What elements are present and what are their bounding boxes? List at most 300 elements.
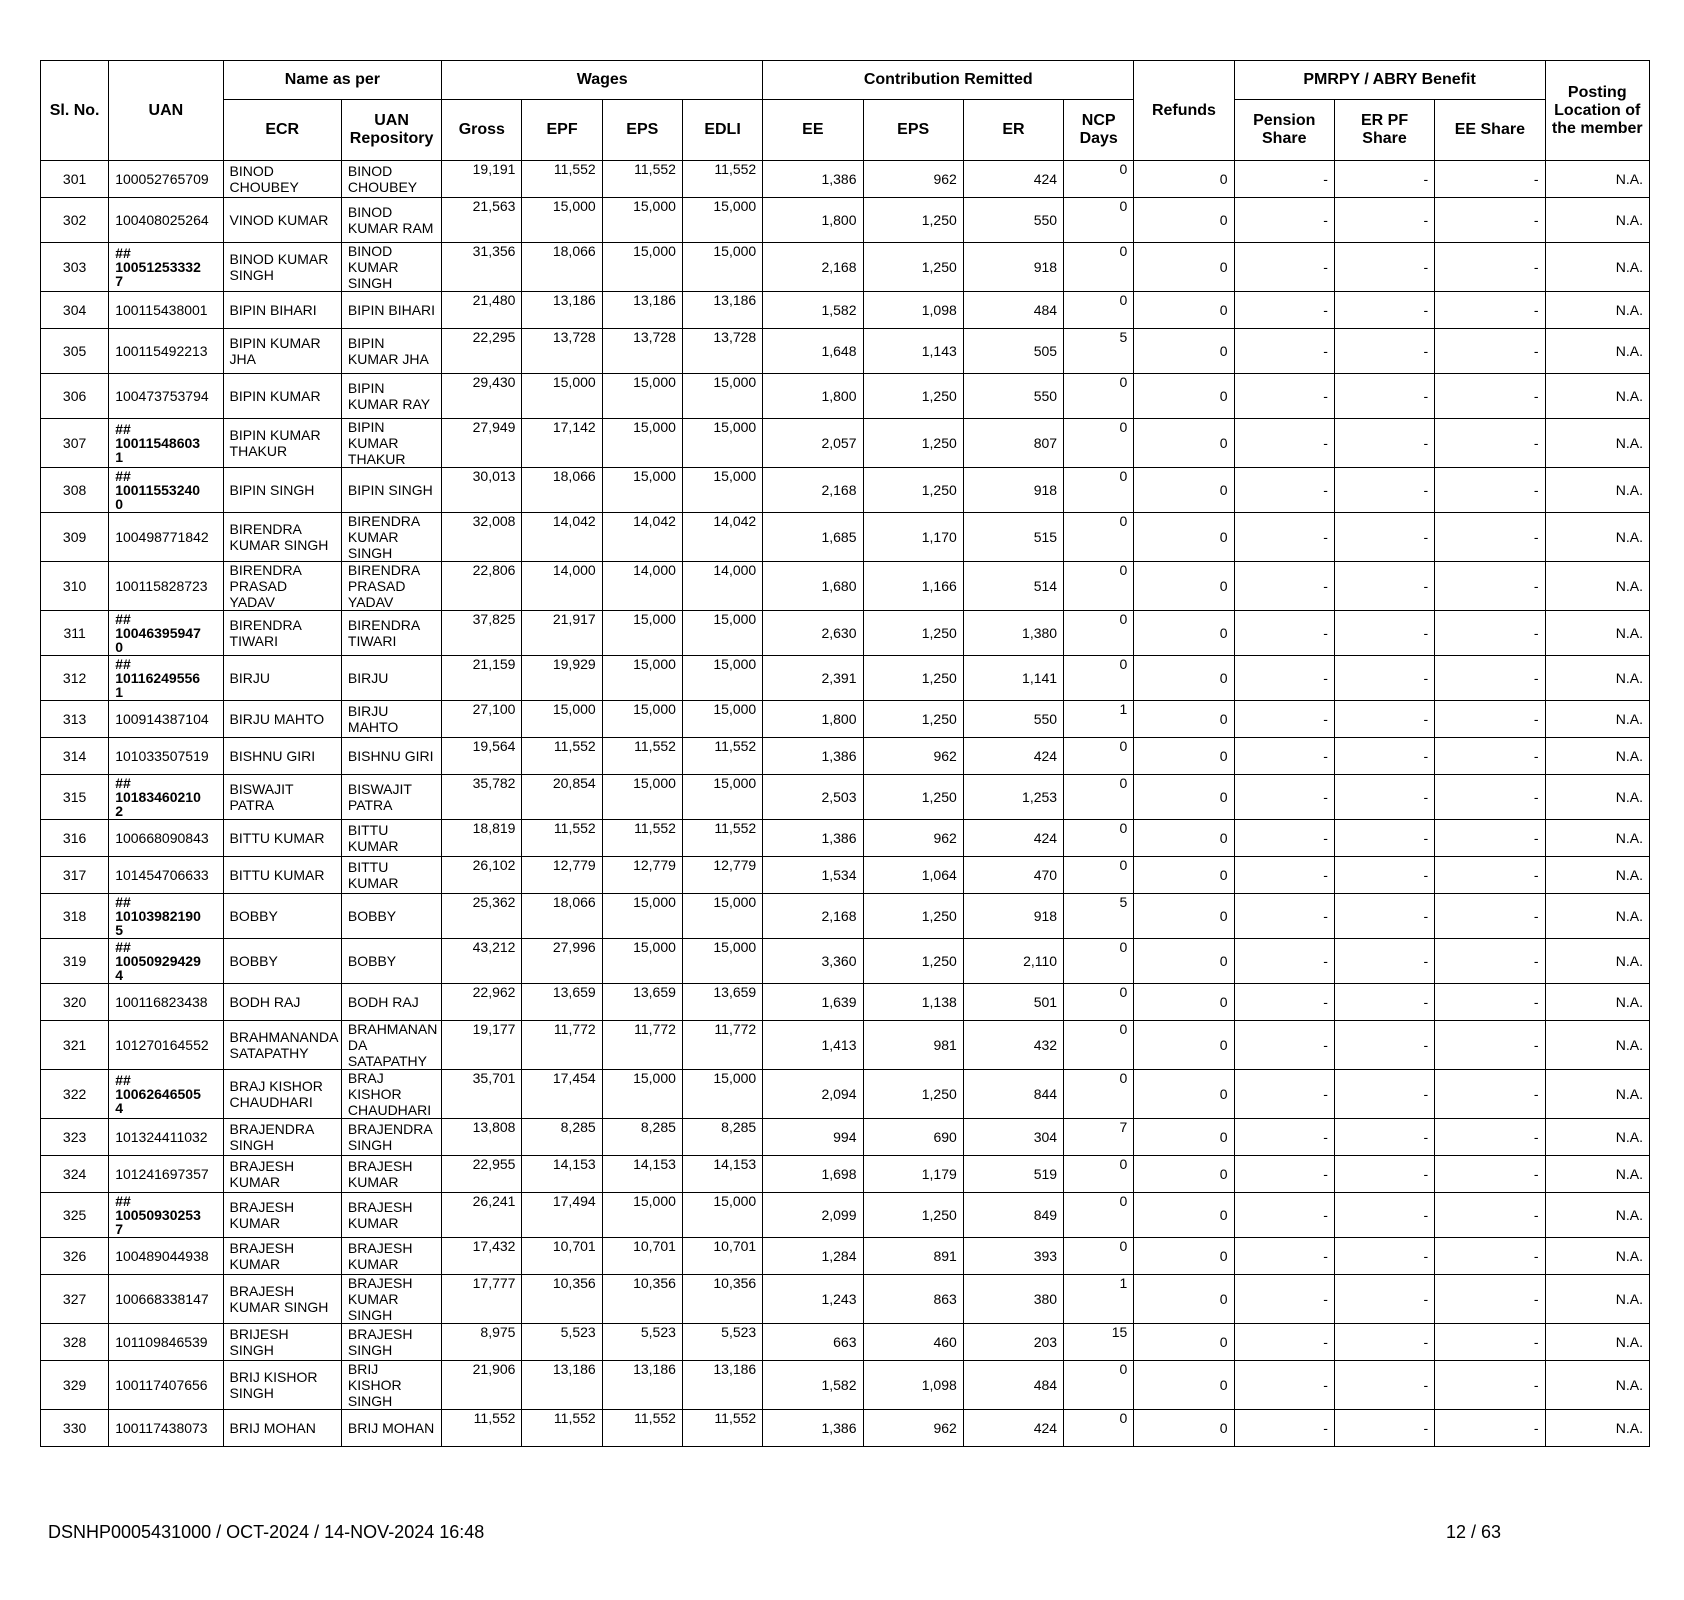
cell-er: 514 <box>963 562 1063 611</box>
table-body <box>41 161 1650 1447</box>
cell-sl-no: 326 <box>41 1238 109 1275</box>
cell-refunds: 0 <box>1134 161 1234 198</box>
cell-ncp-days: 0 <box>1064 1410 1134 1447</box>
cell-epf: 11,772 <box>522 1021 602 1070</box>
col-pension-share: Pension Share <box>1234 100 1334 161</box>
cell-ee: 1,386 <box>763 161 863 198</box>
cell-uan: 101324411032 <box>109 1119 223 1156</box>
cell-ecr-name: BRAJESH KUMAR SINGH <box>223 1275 341 1324</box>
table-row <box>41 513 1650 562</box>
uan-value-tail: 2 <box>115 803 123 819</box>
cell-refunds: 0 <box>1134 1361 1234 1410</box>
cell-posting-location: N.A. <box>1545 329 1649 374</box>
cell-refunds: 0 <box>1134 939 1234 984</box>
cell-ee-share: - <box>1435 562 1545 611</box>
cell-pension-share: - <box>1234 1070 1334 1119</box>
cell-ee-share: - <box>1435 1070 1545 1119</box>
cell-ecr-name: BITTU KUMAR <box>223 857 341 894</box>
cell-uan-repository-name: BRAJESH KUMAR SINGH <box>341 1275 441 1324</box>
cell-er-pf-share: - <box>1334 656 1434 701</box>
cell-eps: 11,552 <box>602 1410 682 1447</box>
cell-edli: 13,186 <box>682 292 762 329</box>
cell-epf: 21,917 <box>522 611 602 656</box>
cell-uan-repository-name: BIRENDRA TIWARI <box>341 611 441 656</box>
cell-refunds: 0 <box>1134 1070 1234 1119</box>
cell-uan-repository-name: BITTU KUMAR <box>341 857 441 894</box>
cell-pension-share: - <box>1234 513 1334 562</box>
cell-sl-no: 314 <box>41 738 109 775</box>
table-row <box>41 1070 1650 1119</box>
cell-pension-share: - <box>1234 374 1334 419</box>
cell-sl-no: 301 <box>41 161 109 198</box>
cell-posting-location: N.A. <box>1545 656 1649 701</box>
cell-ee: 2,168 <box>763 243 863 292</box>
cell-uan <box>109 656 223 701</box>
cell-ncp-days: 0 <box>1064 857 1134 894</box>
col-group-pmrpy: PMRPY / ABRY Benefit <box>1234 61 1545 100</box>
cell-ee-share: - <box>1435 738 1545 775</box>
cell-refunds: 0 <box>1134 1275 1234 1324</box>
cell-ncp-days: 0 <box>1064 1238 1134 1275</box>
cell-uan-repository-name: BIRENDRA PRASAD YADAV <box>341 562 441 611</box>
cell-uan: 101033507519 <box>109 738 223 775</box>
cell-edli: 14,042 <box>682 513 762 562</box>
cell-ncp-days: 0 <box>1064 1070 1134 1119</box>
cell-posting-location: N.A. <box>1545 857 1649 894</box>
cell-posting-location: N.A. <box>1545 1275 1649 1324</box>
cell-epf: 18,066 <box>522 468 602 513</box>
cell-uan: 100408025264 <box>109 198 223 243</box>
cell-edli: 15,000 <box>682 1070 762 1119</box>
cell-ncp-days: 0 <box>1064 1021 1134 1070</box>
cell-eps: 15,000 <box>602 1193 682 1238</box>
cell-er: 918 <box>963 894 1063 939</box>
cell-contribution-eps: 1,166 <box>863 562 963 611</box>
cell-gross: 37,825 <box>442 611 522 656</box>
cell-contribution-eps: 1,179 <box>863 1156 963 1193</box>
cell-posting-location: N.A. <box>1545 1070 1649 1119</box>
cell-pension-share: - <box>1234 775 1334 820</box>
cell-ee-share: - <box>1435 1119 1545 1156</box>
cell-eps: 15,000 <box>602 775 682 820</box>
cell-er: 424 <box>963 1410 1063 1447</box>
cell-contribution-eps: 962 <box>863 738 963 775</box>
cell-epf: 17,142 <box>522 419 602 468</box>
cell-refunds: 0 <box>1134 329 1234 374</box>
cell-uan <box>109 894 223 939</box>
cell-er-pf-share: - <box>1334 329 1434 374</box>
cell-ecr-name: BRAJENDRA SINGH <box>223 1119 341 1156</box>
cell-sl-no: 302 <box>41 198 109 243</box>
cell-ecr-name: BIPIN KUMAR THAKUR <box>223 419 341 468</box>
cell-pension-share: - <box>1234 939 1334 984</box>
cell-ee-share: - <box>1435 468 1545 513</box>
cell-er-pf-share: - <box>1334 775 1434 820</box>
uan-value-tail: 7 <box>115 1221 123 1237</box>
table-row <box>41 292 1650 329</box>
cell-uan: 100489044938 <box>109 1238 223 1275</box>
col-contribution-eps: EPS <box>863 100 963 161</box>
cell-ee: 663 <box>763 1324 863 1361</box>
uan-value: 10050930253 <box>115 1207 201 1223</box>
cell-sl-no: 320 <box>41 984 109 1021</box>
table-row <box>41 198 1650 243</box>
uan-marker: ## <box>115 939 131 955</box>
cell-epf: 5,523 <box>522 1324 602 1361</box>
cell-sl-no: 322 <box>41 1070 109 1119</box>
cell-er: 304 <box>963 1119 1063 1156</box>
cell-uan: 100117438073 <box>109 1410 223 1447</box>
uan-marker: ## <box>115 1193 131 1209</box>
cell-ee: 3,360 <box>763 939 863 984</box>
cell-ee: 1,685 <box>763 513 863 562</box>
cell-er: 550 <box>963 198 1063 243</box>
cell-ecr-name: BIRENDRA PRASAD YADAV <box>223 562 341 611</box>
cell-epf: 19,929 <box>522 656 602 701</box>
cell-ecr-name: BRIJ MOHAN <box>223 1410 341 1447</box>
cell-edli: 10,701 <box>682 1238 762 1275</box>
cell-uan: 100115492213 <box>109 329 223 374</box>
col-epf: EPF <box>522 100 602 161</box>
cell-contribution-eps: 1,170 <box>863 513 963 562</box>
cell-epf: 20,854 <box>522 775 602 820</box>
uan-value: 10103982190 <box>115 908 201 924</box>
cell-refunds: 0 <box>1134 656 1234 701</box>
uan-value: 10050929429 <box>115 953 201 969</box>
cell-ee-share: - <box>1435 1021 1545 1070</box>
cell-refunds: 0 <box>1134 374 1234 419</box>
cell-er-pf-share: - <box>1334 738 1434 775</box>
cell-eps: 15,000 <box>602 656 682 701</box>
cell-er-pf-share: - <box>1334 243 1434 292</box>
cell-posting-location: N.A. <box>1545 820 1649 857</box>
cell-edli: 14,000 <box>682 562 762 611</box>
uan-value: 10046395947 <box>115 625 201 641</box>
cell-refunds: 0 <box>1134 894 1234 939</box>
cell-ee-share: - <box>1435 857 1545 894</box>
cell-sl-no: 328 <box>41 1324 109 1361</box>
col-group-contribution: Contribution Remitted <box>763 61 1134 100</box>
cell-uan: 100498771842 <box>109 513 223 562</box>
cell-eps: 5,523 <box>602 1324 682 1361</box>
cell-pension-share: - <box>1234 984 1334 1021</box>
uan-value: 10051253332 <box>115 259 201 275</box>
cell-posting-location: N.A. <box>1545 1119 1649 1156</box>
cell-er: 918 <box>963 243 1063 292</box>
cell-posting-location: N.A. <box>1545 1324 1649 1361</box>
cell-posting-location: N.A. <box>1545 984 1649 1021</box>
cell-er-pf-share: - <box>1334 419 1434 468</box>
cell-eps: 15,000 <box>602 468 682 513</box>
cell-er: 918 <box>963 468 1063 513</box>
uan-marker: ## <box>115 894 131 910</box>
cell-contribution-eps: 460 <box>863 1324 963 1361</box>
cell-ncp-days: 0 <box>1064 292 1134 329</box>
cell-er: 424 <box>963 738 1063 775</box>
cell-er-pf-share: - <box>1334 161 1434 198</box>
cell-uan-repository-name: BOBBY <box>341 939 441 984</box>
cell-refunds: 0 <box>1134 513 1234 562</box>
cell-uan-repository-name: BIPIN BIHARI <box>341 292 441 329</box>
cell-posting-location: N.A. <box>1545 1238 1649 1275</box>
cell-edli: 10,356 <box>682 1275 762 1324</box>
cell-posting-location: N.A. <box>1545 513 1649 562</box>
cell-eps: 13,728 <box>602 329 682 374</box>
cell-er: 501 <box>963 984 1063 1021</box>
cell-ee-share: - <box>1435 984 1545 1021</box>
cell-ncp-days: 0 <box>1064 562 1134 611</box>
col-refunds: Refunds <box>1134 61 1234 161</box>
cell-eps: 11,552 <box>602 738 682 775</box>
cell-ncp-days: 0 <box>1064 161 1134 198</box>
cell-edli: 12,779 <box>682 857 762 894</box>
uan-value-tail: 1 <box>115 684 123 700</box>
cell-uan-repository-name: BINOD KUMAR RAM <box>341 198 441 243</box>
cell-epf: 10,356 <box>522 1275 602 1324</box>
cell-posting-location: N.A. <box>1545 198 1649 243</box>
cell-pension-share: - <box>1234 1238 1334 1275</box>
cell-edli: 11,552 <box>682 820 762 857</box>
cell-contribution-eps: 981 <box>863 1021 963 1070</box>
uan-value: 10011553240 <box>115 482 201 498</box>
cell-refunds: 0 <box>1134 738 1234 775</box>
col-gross: Gross <box>442 100 522 161</box>
cell-uan-repository-name: BISWAJIT PATRA <box>341 775 441 820</box>
cell-ee-share: - <box>1435 161 1545 198</box>
cell-pension-share: - <box>1234 1324 1334 1361</box>
cell-ncp-days: 0 <box>1064 939 1134 984</box>
cell-contribution-eps: 962 <box>863 161 963 198</box>
cell-refunds: 0 <box>1134 820 1234 857</box>
cell-ecr-name: BRIJ KISHOR SINGH <box>223 1361 341 1410</box>
cell-posting-location: N.A. <box>1545 701 1649 738</box>
col-edli: EDLI <box>682 100 762 161</box>
cell-contribution-eps: 1,250 <box>863 701 963 738</box>
cell-er-pf-share: - <box>1334 984 1434 1021</box>
cell-ee: 1,800 <box>763 701 863 738</box>
cell-posting-location: N.A. <box>1545 775 1649 820</box>
cell-ee-share: - <box>1435 611 1545 656</box>
cell-edli: 11,552 <box>682 161 762 198</box>
cell-gross: 31,356 <box>442 243 522 292</box>
cell-epf: 17,454 <box>522 1070 602 1119</box>
cell-ecr-name: BRAJESH KUMAR <box>223 1193 341 1238</box>
cell-posting-location: N.A. <box>1545 894 1649 939</box>
cell-contribution-eps: 1,250 <box>863 894 963 939</box>
cell-uan-repository-name: BRIJ MOHAN <box>341 1410 441 1447</box>
cell-edli: 13,728 <box>682 329 762 374</box>
cell-contribution-eps: 690 <box>863 1119 963 1156</box>
cell-ncp-days: 0 <box>1064 611 1134 656</box>
cell-sl-no: 318 <box>41 894 109 939</box>
cell-uan-repository-name: BIRENDRA KUMAR SINGH <box>341 513 441 562</box>
cell-er-pf-share: - <box>1334 198 1434 243</box>
cell-gross: 19,191 <box>442 161 522 198</box>
cell-ee: 1,386 <box>763 820 863 857</box>
cell-eps: 10,701 <box>602 1238 682 1275</box>
cell-ncp-days: 15 <box>1064 1324 1134 1361</box>
cell-ee: 2,630 <box>763 611 863 656</box>
cell-er: 2,110 <box>963 939 1063 984</box>
uan-value: 10183460210 <box>115 789 201 805</box>
cell-epf: 15,000 <box>522 374 602 419</box>
cell-ncp-days: 0 <box>1064 656 1134 701</box>
cell-edli: 15,000 <box>682 198 762 243</box>
cell-ncp-days: 1 <box>1064 701 1134 738</box>
cell-ecr-name: BOBBY <box>223 894 341 939</box>
cell-gross: 8,975 <box>442 1324 522 1361</box>
cell-sl-no: 313 <box>41 701 109 738</box>
cell-gross: 29,430 <box>442 374 522 419</box>
col-posting-location: Posting Location of the member <box>1545 61 1649 161</box>
cell-ncp-days: 5 <box>1064 329 1134 374</box>
cell-contribution-eps: 1,250 <box>863 1070 963 1119</box>
cell-ncp-days: 0 <box>1064 1361 1134 1410</box>
col-uan-repository: UAN Repository <box>341 100 441 161</box>
cell-ncp-days: 0 <box>1064 1156 1134 1193</box>
col-group-name-as-per: Name as per <box>223 61 442 100</box>
cell-ee-share: - <box>1435 1324 1545 1361</box>
cell-ee: 1,648 <box>763 329 863 374</box>
uan-marker: ## <box>115 1072 131 1088</box>
cell-edli: 15,000 <box>682 374 762 419</box>
cell-epf: 17,494 <box>522 1193 602 1238</box>
cell-eps: 15,000 <box>602 701 682 738</box>
cell-ee-share: - <box>1435 775 1545 820</box>
cell-ecr-name: BITTU KUMAR <box>223 820 341 857</box>
cell-ncp-days: 5 <box>1064 894 1134 939</box>
cell-contribution-eps: 1,250 <box>863 939 963 984</box>
uan-value-tail: 7 <box>115 273 123 289</box>
cell-ecr-name: BIRENDRA KUMAR SINGH <box>223 513 341 562</box>
cell-pension-share: - <box>1234 611 1334 656</box>
table-row <box>41 1361 1650 1410</box>
cell-er: 1,141 <box>963 656 1063 701</box>
cell-er: 380 <box>963 1275 1063 1324</box>
cell-sl-no: 324 <box>41 1156 109 1193</box>
cell-gross: 27,949 <box>442 419 522 468</box>
cell-posting-location: N.A. <box>1545 738 1649 775</box>
cell-sl-no: 323 <box>41 1119 109 1156</box>
cell-uan-repository-name: BRAJESH KUMAR <box>341 1238 441 1275</box>
cell-ee: 1,582 <box>763 292 863 329</box>
cell-gross: 22,806 <box>442 562 522 611</box>
cell-ecr-name: BRIJESH SINGH <box>223 1324 341 1361</box>
col-group-wages: Wages <box>442 61 763 100</box>
cell-ecr-name: BIRJU MAHTO <box>223 701 341 738</box>
cell-ncp-days: 0 <box>1064 820 1134 857</box>
cell-edli: 8,285 <box>682 1119 762 1156</box>
table-row <box>41 374 1650 419</box>
cell-uan <box>109 419 223 468</box>
cell-uan: 100052765709 <box>109 161 223 198</box>
cell-edli: 15,000 <box>682 419 762 468</box>
cell-eps: 15,000 <box>602 939 682 984</box>
cell-ee-share: - <box>1435 292 1545 329</box>
cell-pension-share: - <box>1234 857 1334 894</box>
cell-ee: 1,534 <box>763 857 863 894</box>
cell-pension-share: - <box>1234 1361 1334 1410</box>
cell-ecr-name: BIPIN KUMAR JHA <box>223 329 341 374</box>
footer-page-number: 12 / 63 <box>1446 1522 1502 1542</box>
cell-pension-share: - <box>1234 243 1334 292</box>
cell-uan-repository-name: BRAJESH SINGH <box>341 1324 441 1361</box>
table-row <box>41 939 1650 984</box>
cell-edli: 13,186 <box>682 1361 762 1410</box>
cell-gross: 22,955 <box>442 1156 522 1193</box>
uan-value-tail: 4 <box>115 1100 123 1116</box>
cell-uan: 100668090843 <box>109 820 223 857</box>
table-row <box>41 468 1650 513</box>
table-row <box>41 857 1650 894</box>
table-row <box>41 1021 1650 1070</box>
cell-contribution-eps: 1,250 <box>863 374 963 419</box>
cell-er: 432 <box>963 1021 1063 1070</box>
cell-er: 1,380 <box>963 611 1063 656</box>
cell-edli: 15,000 <box>682 701 762 738</box>
cell-ee-share: - <box>1435 513 1545 562</box>
cell-ee: 1,698 <box>763 1156 863 1193</box>
cell-er-pf-share: - <box>1334 513 1434 562</box>
cell-er-pf-share: - <box>1334 562 1434 611</box>
cell-epf: 15,000 <box>522 198 602 243</box>
cell-er: 807 <box>963 419 1063 468</box>
cell-uan: 100668338147 <box>109 1275 223 1324</box>
table-row <box>41 775 1650 820</box>
cell-refunds: 0 <box>1134 198 1234 243</box>
col-eps: EPS <box>602 100 682 161</box>
cell-epf: 27,996 <box>522 939 602 984</box>
cell-eps: 15,000 <box>602 198 682 243</box>
cell-epf: 14,000 <box>522 562 602 611</box>
cell-pension-share: - <box>1234 161 1334 198</box>
cell-ecr-name: BRAJESH KUMAR <box>223 1238 341 1275</box>
cell-er-pf-share: - <box>1334 939 1434 984</box>
cell-contribution-eps: 1,143 <box>863 329 963 374</box>
cell-ecr-name: BOBBY <box>223 939 341 984</box>
cell-gross: 18,819 <box>442 820 522 857</box>
cell-posting-location: N.A. <box>1545 562 1649 611</box>
cell-ee: 2,094 <box>763 1070 863 1119</box>
cell-uan <box>109 468 223 513</box>
cell-epf: 11,552 <box>522 161 602 198</box>
cell-er-pf-share: - <box>1334 701 1434 738</box>
cell-eps: 14,153 <box>602 1156 682 1193</box>
cell-uan: 100115438001 <box>109 292 223 329</box>
cell-er: 550 <box>963 374 1063 419</box>
cell-uan: 100115828723 <box>109 562 223 611</box>
cell-uan: 100473753794 <box>109 374 223 419</box>
cell-contribution-eps: 1,138 <box>863 984 963 1021</box>
cell-gross: 13,808 <box>442 1119 522 1156</box>
cell-uan <box>109 611 223 656</box>
uan-marker: ## <box>115 468 131 484</box>
cell-sl-no: 316 <box>41 820 109 857</box>
cell-uan: 100116823438 <box>109 984 223 1021</box>
cell-eps: 11,772 <box>602 1021 682 1070</box>
cell-epf: 18,066 <box>522 243 602 292</box>
cell-sl-no: 329 <box>41 1361 109 1410</box>
cell-sl-no: 325 <box>41 1193 109 1238</box>
cell-er: 519 <box>963 1156 1063 1193</box>
cell-sl-no: 315 <box>41 775 109 820</box>
cell-ecr-name: BRAJESH KUMAR <box>223 1156 341 1193</box>
cell-epf: 11,552 <box>522 820 602 857</box>
cell-posting-location: N.A. <box>1545 939 1649 984</box>
footer-document-ref: DSNHP0005431000 / OCT-2024 / 14-NOV-2024 16:48 <box>48 1522 485 1542</box>
cell-uan-repository-name: BINOD CHOUBEY <box>341 161 441 198</box>
cell-contribution-eps: 1,250 <box>863 611 963 656</box>
